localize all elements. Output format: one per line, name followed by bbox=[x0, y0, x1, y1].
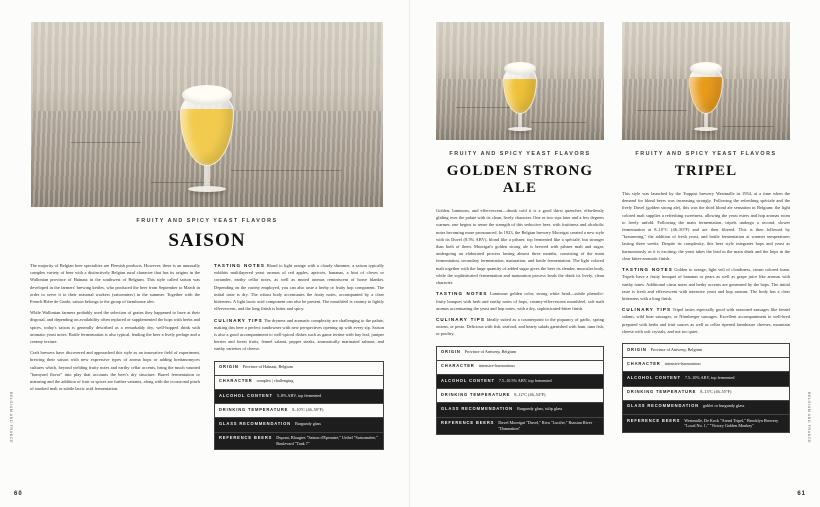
golden-strong-ale-photo bbox=[436, 22, 604, 140]
saison-title: SAISON bbox=[168, 230, 246, 251]
tasting-notes-label: TASTING NOTES bbox=[622, 267, 673, 273]
spec-label: ORIGIN bbox=[627, 346, 647, 352]
beer-glass bbox=[503, 67, 537, 131]
saison-tasting-notes bbox=[214, 262, 384, 313]
saison-photo bbox=[31, 22, 383, 207]
table-row bbox=[215, 433, 383, 450]
tripel-title: TRIPEL bbox=[674, 163, 738, 179]
ground-crack bbox=[722, 126, 774, 127]
tulip-glass bbox=[503, 67, 537, 131]
table-row bbox=[623, 344, 789, 358]
glass-stem bbox=[204, 166, 210, 186]
side-tab: BELGIUM AND FRANCE bbox=[9, 392, 13, 444]
tasting-notes-text: Luminous golden color, strong white head—subtle phenolic-fruity bouquet with herb and earthy notes of hops, creamy-effervescent mouthfeel, soft malt aromas accentuating the yeast and hop notes, with a dry, sophisticated-bitter finish. bbox=[436, 291, 605, 311]
tripel-kicker: FRUITY AND SPICY YEAST FLAVORS bbox=[635, 151, 777, 157]
table-row bbox=[215, 390, 383, 404]
golden-strong-ale-column bbox=[436, 22, 604, 435]
glass-stem bbox=[518, 114, 522, 127]
page-number-left: 60 bbox=[14, 491, 23, 497]
beer-foam bbox=[182, 85, 232, 105]
table-row bbox=[437, 361, 603, 375]
tripel-paragraph: This style was launched by the Trappist brewery Westmalle in 1934, at a time when the demand for blond beers was increasing strongly. Following the refreshing spéciale and the lively Duvel (golden strong ale), this was the third blond ale sensation in Belgium: the light colored malt supplies a refreshing sweetness, allowing the yeast esters and hop aromas room to freely unfold. Following the main fermentation, tripels undergo a second, slower fermentation at 8–10°C (46–50°F) and are then filtered. This is then followed by "krausening," the addition of fresh yeast, and bottle fermentation at warmer temperatures lasting three weeks. Despite its complexity, this beer style integrates hops and yeast as harmoniously as it is exciting: the yeast takes the lead in the main drink and the hops in the clear bitter-aromatic finish. bbox=[622, 191, 790, 261]
spec-value: Province of Antwerp, Belgium bbox=[650, 346, 703, 352]
saison-spec-table bbox=[214, 361, 384, 451]
table-row bbox=[623, 401, 789, 415]
golden-strong-ale-spec-table bbox=[436, 346, 604, 436]
table-row bbox=[623, 372, 789, 386]
spec-label: GLASS RECOMMENDATION bbox=[219, 420, 291, 426]
saison-paragraph: Craft brewers have discovered and approached this style as an innovative field of experiment, brewing their saison with new expressive types of aroma hops or adding brettanomyces cultures which, beyond yielding fruity notes and earthy cellar accents, bring the much vaunted "barnyard flavor" into play that accounts the beer's dry structure. Barrel fermentation or maturing and the addition of fruit or spices are further variants, along with the occasional pinch of smoked malt or subtle lactic acid fermentation. bbox=[30, 350, 200, 392]
ground-crack bbox=[531, 122, 586, 123]
spec-label: CHARACTER bbox=[219, 378, 253, 384]
spec-label: REFERENCE BEERS bbox=[627, 417, 681, 423]
golden-strong-ale-tasting-notes bbox=[436, 290, 604, 312]
spec-label: ALCOHOL CONTENT bbox=[219, 392, 273, 398]
golden-strong-ale-title: GOLDEN STRONG ALE bbox=[446, 163, 594, 196]
spec-value: Westmalle, De Kock "Arend Tripel," Brooklyn Brewery "Local No. 1," "Victory Golden Monkey" bbox=[684, 417, 779, 429]
saison-column-1 bbox=[30, 262, 200, 450]
tulip-glass bbox=[689, 67, 723, 131]
tripel-spec-table bbox=[622, 343, 790, 433]
glass-foot bbox=[188, 186, 226, 192]
table-row bbox=[437, 347, 603, 361]
table-row bbox=[215, 418, 383, 432]
spec-label: GLASS RECOMMENDATION bbox=[627, 403, 699, 409]
spec-value: Burgundy glass, tulip glass bbox=[516, 405, 563, 411]
glass-foot bbox=[694, 127, 718, 131]
culinary-tips-text: Ideally suited as a counterpoint to the piquancy of garlic, spring onions, or pesto. Delicious with fish, seafood, and hearty salads garnished with ham, tuna fish, or poultry. bbox=[436, 316, 605, 337]
glass-stem bbox=[704, 114, 708, 127]
spec-value: intensive-harmonious bbox=[478, 363, 515, 369]
table-row bbox=[437, 418, 603, 435]
page-number-right: 61 bbox=[797, 491, 806, 497]
ground-crack bbox=[637, 110, 687, 111]
spec-value: intensive-harmonious bbox=[664, 360, 701, 366]
spec-value: 5–8% ABV, top fermented bbox=[276, 392, 322, 398]
spec-value: Dupont, Blaugies "Saison d'Epeautre," Urthel "Saisonnière," Boulevard "Tank 7" bbox=[276, 435, 378, 446]
spec-label: REFERENCE BEERS bbox=[219, 435, 273, 441]
tasting-notes-label: TASTING NOTES bbox=[214, 263, 265, 268]
table-row bbox=[215, 376, 383, 390]
tasting-notes-text: Blond to light orange with a cloudy shimmer, a saison typically exhibits multilayered yeast aromas of red apples, apricots, bananas, a hint of cloves or coriander, earthy cellar notes, as well as muted aromas reminiscent of horse blanket. Depending on the variety employed, you can also taste a herby or fruity hop component. The initial taste is dry. The robust body accentuates the fruity notes, accompanied by a clear bitterness. A light lactic acid component can also be present. The mouthfeel is creamy to lightly effervescent, and the long finish is bitter and spicy. bbox=[214, 263, 385, 312]
spec-value: Province of Antwerp, Belgium bbox=[464, 349, 517, 355]
beer-glass bbox=[689, 67, 723, 131]
table-row bbox=[437, 389, 603, 403]
spec-value: 8–13°C (46–55°F) bbox=[700, 389, 732, 395]
glass-foot bbox=[508, 127, 532, 131]
beer-foam bbox=[504, 62, 536, 75]
table-row bbox=[215, 362, 383, 376]
table-row bbox=[623, 415, 789, 432]
spec-label: CHARACTER bbox=[627, 360, 661, 366]
golden-strong-ale-paragraph: Golden, luminous, and effervescent—drunk cold it is a good thirst quencher, effortlessly gliding over the palate with its clean, lively character. One or two sips later and a few degrees warmer, one begins to sense the strength of this seductive beer, with fruitiness and alcoholic notes becoming more pronounced. In 1923, the Belgian brewery Moortgat created a new style with its Duvel (8.5% ABV), blond like a pilsner, top fermented like a spécialé, but stronger than both of them. Moortgat's golden strong ale is brewed with pilsner malt and sugar, undergoing an elaborated process lasting almost three months, consisting of the main fermentation, secondary fermentation, maturation, and bottle fermentation. The light colored malt together with the large quantity of added sugar gives the beer its slender, muscular body, while the sophisticated fermentation and maturation process lends the drink its lively, clean character. bbox=[436, 208, 604, 286]
spec-value: 7.5–10% ABV, top fermented bbox=[684, 374, 735, 380]
spec-value: Duvel Moortgat "Duvel," Riva "Lucifer," Russian River "Damnation" bbox=[498, 420, 593, 432]
culinary-tips-text: The dryness and aromatic complexity are challenging to the palate, making this beer a perfect sundowner with new perspectives opening up with every sip. Saison is also a good accompaniment to well-spiced dishes such as game terrine with bay leaf, juniper berries and forest fruits, fennel salami, pepper steaks, aromatically marinated salmon, and earthy varieties of cheese. bbox=[214, 317, 384, 352]
culinary-tips-text: Tripel tastes especially good with seasoned sausages like fennel salami, wild boar sausages, or Nürnberger sausages. Excellent accompaniment to well-bred prepared with herbs and fruit sauces as well as cellar ripened farmhouse cheeses, mountain cheese with soft crystals, and not too quiet. bbox=[622, 307, 791, 334]
spec-value: complex | challenging bbox=[256, 378, 294, 384]
spec-value: 8–10°C (46–50°F) bbox=[292, 406, 324, 412]
spec-label: CHARACTER bbox=[441, 363, 475, 369]
tasting-notes-text: Golden to orange, light veil of cloudiness, cream colored foam. Tripels have a fruity bouquet of bananas or pears as well as grape juice like aromas with earthy tones. Additional citrus notes and herby accents are generated by the hops. The initial taste is fresh and effervescent with intensive yeast and hop aromas. The body has a clear bitterness with a long finish. bbox=[622, 267, 791, 301]
beer-foam bbox=[690, 62, 722, 75]
golden-strong-ale-kicker: FRUITY AND SPICY YEAST FLAVORS bbox=[449, 151, 591, 157]
tripel-culinary-tips bbox=[622, 306, 790, 335]
spec-value: 7.5–10.5% ABV, top fermented bbox=[498, 377, 552, 383]
spec-label: REFERENCE BEERS bbox=[441, 420, 495, 426]
culinary-tips-label: CULINARY TIPS bbox=[622, 307, 672, 313]
spec-label: ALCOHOL CONTENT bbox=[627, 374, 681, 380]
page-right bbox=[410, 0, 820, 507]
saison-columns bbox=[30, 262, 384, 450]
spec-label: ORIGIN bbox=[441, 349, 461, 355]
spec-label: DRINKING TEMPERATURE bbox=[441, 391, 511, 397]
spec-value: goblet or burgundy glass bbox=[702, 403, 745, 409]
tulip-glass bbox=[180, 92, 234, 192]
spec-value: Province of Hainaut, Belgium bbox=[242, 364, 293, 370]
tripel-tasting-notes bbox=[622, 266, 790, 302]
table-row bbox=[623, 358, 789, 372]
table-row bbox=[623, 387, 789, 401]
saison-kicker: FRUITY AND SPICY YEAST FLAVORS bbox=[136, 218, 278, 224]
culinary-tips-label: CULINARY TIPS bbox=[436, 316, 485, 322]
tasting-notes-label: TASTING NOTES bbox=[436, 291, 488, 297]
spec-label: DRINKING TEMPERATURE bbox=[219, 406, 289, 412]
beer-glass bbox=[180, 92, 234, 192]
right-photo-row bbox=[436, 22, 790, 435]
side-tab: BELGIUM AND FRANCE bbox=[807, 392, 811, 444]
spec-label: DRINKING TEMPERATURE bbox=[627, 389, 697, 395]
tripel-column bbox=[622, 22, 790, 435]
ground-crack bbox=[71, 142, 141, 143]
saison-paragraph: The majority of Belgian beer specialties are Flemish products. However, there is an unusually complex variety of beer with a distinctively Belgian rural character that has its origins in the Wallonian province of Hainaut in the southwest of Belgium. This style called saison was developed in the farmers' brewing kettles, who produced the beer from September to March in order to serve it to their seasonal workers (saisonniers) in the summer. Together with the French Bière de Garde, saison belongs to the group of farmhouse ales. bbox=[30, 263, 200, 305]
culinary-tips-label: CULINARY TIPS bbox=[214, 317, 263, 323]
saison-culinary-tips bbox=[214, 317, 384, 353]
table-row bbox=[437, 403, 603, 417]
table-row bbox=[215, 404, 383, 418]
golden-strong-ale-culinary-tips bbox=[436, 316, 604, 338]
ground-crack bbox=[231, 170, 341, 171]
spec-label: GLASS RECOMMENDATION bbox=[441, 405, 513, 411]
table-row bbox=[437, 375, 603, 389]
spec-label: ORIGIN bbox=[219, 364, 239, 370]
spec-value: Burgundy glass bbox=[294, 420, 322, 426]
saison-paragraph: While Wallonian farmers probably used the selection of grains they happened to have at their disposal, and depending on availability often replaced or supplemented the hops with herbs and spices, today's saison is generally described as a remarkably dry, well-hopped drink with aromatic yeast notes. Bottle fermentation is also typical, lending the beer a lively perlage and a creamy texture. bbox=[30, 310, 200, 345]
tripel-photo bbox=[622, 22, 790, 140]
spec-label: ALCOHOL CONTENT bbox=[441, 377, 495, 383]
saison-column-2 bbox=[214, 262, 384, 450]
spec-value: 8–12°C (46–54°F) bbox=[514, 391, 546, 397]
